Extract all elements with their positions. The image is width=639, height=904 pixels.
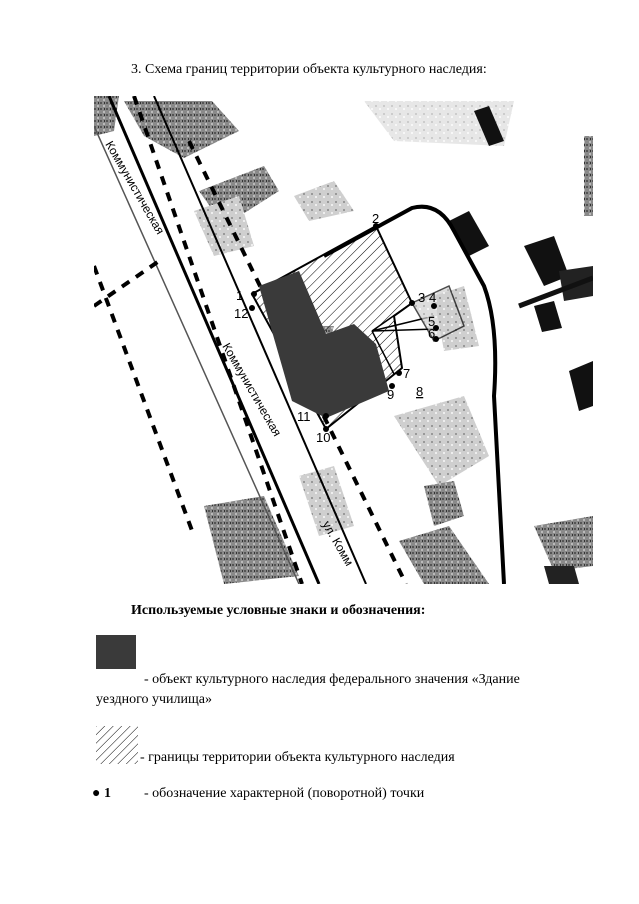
- boundary-scheme-map: [94, 96, 593, 584]
- point-label-3: 3: [418, 290, 426, 305]
- street-label-middle: Коммунистическая: [219, 340, 285, 439]
- legend-point-symbol: ● 1: [92, 786, 111, 801]
- page-title: 3. Схема границ территории объекта культурного наследия:: [131, 62, 487, 77]
- point-label-8: 8: [416, 384, 424, 399]
- point-label-9: 9: [387, 387, 395, 402]
- legend-point-text: - обозначение характерной (поворотной) точки: [144, 786, 425, 801]
- point-label-7: 7: [403, 366, 411, 381]
- point-label-1: 1: [236, 288, 244, 303]
- point-label-12: 12: [234, 306, 249, 321]
- point-label-2: 2: [372, 211, 380, 226]
- legend-territory-swatch: [96, 726, 138, 764]
- street-label-lower: ул. Комм: [319, 518, 357, 569]
- point-label-10: 10: [316, 430, 331, 445]
- street-label-upper: Коммунистическая: [102, 138, 168, 237]
- legend-object-swatch: [96, 635, 136, 669]
- legend-heading: Используемые условные знаки и обозначения:: [131, 603, 426, 618]
- point-label-6: 6: [428, 326, 436, 341]
- legend-territory-text: - границы территории объекта культурного наследия: [140, 750, 455, 765]
- legend-object-text: - объект культурного наследия федерального значения «Здание уездного училища»: [96, 672, 520, 707]
- point-label-5: 5: [428, 314, 436, 329]
- point-label-4: 4: [429, 290, 437, 305]
- point-label-11: 11: [297, 409, 311, 424]
